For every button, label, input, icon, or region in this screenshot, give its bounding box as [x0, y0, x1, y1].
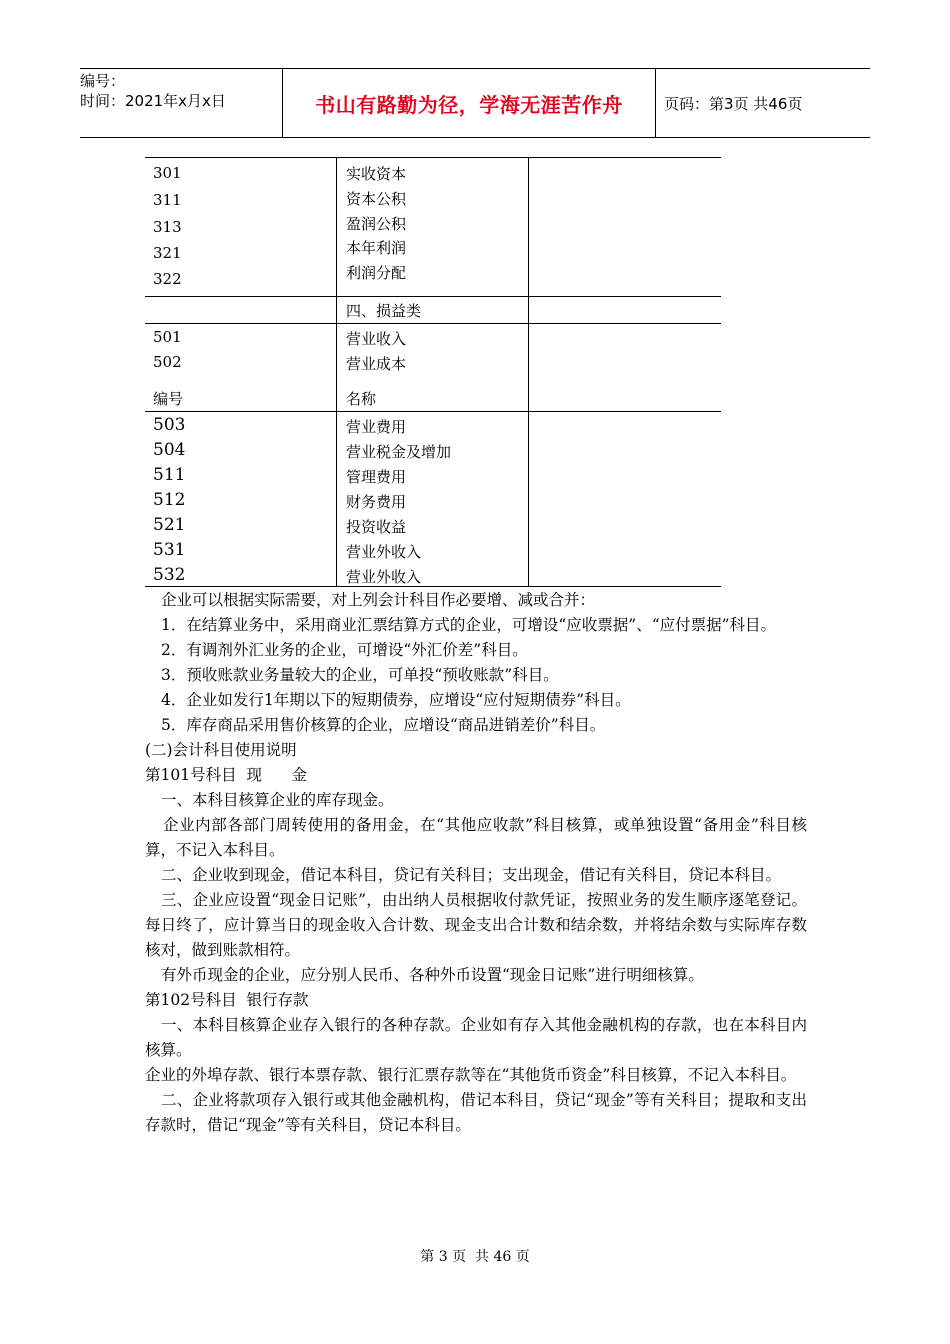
table-cell-code: 511: [153, 465, 186, 485]
column-header-name: 名称: [346, 390, 377, 408]
table-cell-name: 资本公积: [346, 190, 407, 208]
table-section-equity: [145, 158, 721, 296]
table-cell-name: 财务费用: [346, 493, 407, 511]
paragraph: 4．企业如发行1年期以下的短期债券，应增设“应付短期债券”科目。: [161, 691, 631, 709]
paragraph: 企业内部各部门周转使用的备用金，在“其他应收款”科目核算，或单独设置“备用金”科目核算，不记入本科目。: [145, 816, 807, 859]
header-page-info: [656, 69, 870, 137]
table-cell-code: 521: [153, 515, 186, 535]
table-cell-code: 313: [153, 218, 182, 236]
paragraph: 一、本科目核算企业的库存现金。: [161, 791, 394, 809]
paragraph: 5．库存商品采用售价核算的企业，应增设“商品进销差价”科目。: [161, 716, 606, 734]
motto: 书山有路勤为径，学海无涯苦作舟: [315, 92, 623, 117]
paragraph: 企业可以根据实际需要，对上列会计科目作必要增、减或合并：: [161, 591, 596, 609]
table-cell-code: 321: [153, 244, 182, 262]
section-heading: (二)会计科目使用说明: [145, 741, 297, 759]
paragraph: 3．预收账款业务量较大的企业，可单投“预收账款”科目。: [161, 666, 559, 684]
table-cell-name: 营业成本: [346, 355, 407, 373]
table-cell-code: 504: [153, 440, 186, 460]
page-footer: [0, 1246, 950, 1266]
paragraph: 二、企业收到现金，借记本科目，贷记有关科目；支出现金，借记有关科目，贷记本科目。: [161, 866, 782, 884]
number-label: 编号：: [80, 72, 126, 90]
table-cell-code: 512: [153, 490, 186, 510]
table-cell-code: 531: [153, 540, 186, 560]
table-cell-name: 利润分配: [346, 264, 407, 282]
column-header-code: 编号: [153, 390, 184, 408]
table-cell-code: 322: [153, 270, 182, 288]
page-info: 页码：第3页 共46页: [664, 94, 803, 113]
account-table: [145, 157, 721, 587]
table-cell-name: 营业外收入: [346, 543, 422, 561]
time-label: 时间：2021年x月x日: [80, 92, 226, 110]
table-cell-name: 管理费用: [346, 468, 407, 486]
table-cell-code: 501: [153, 328, 182, 346]
table-cell-name: 实收资本: [346, 165, 407, 183]
account-heading: 第101号科目 现 金: [145, 766, 308, 784]
header-motto-cell: [282, 69, 656, 137]
table-cell-name: 营业税金及增加: [346, 443, 452, 461]
table-cell-code: 532: [153, 565, 186, 585]
paragraph: 一、本科目核算企业存入银行的各种存款。企业如有存入其他金融机构的存款，也在本科目内核算。: [145, 1016, 807, 1059]
table-cell-code: 503: [153, 415, 186, 435]
table-cell-code: 502: [153, 353, 182, 371]
paragraph: 二、企业将款项存入银行或其他金融机构，借记本科目，贷记“现金”等有关科目；提取和支出存款时，借记“现金”等有关科目，贷记本科目。: [145, 1091, 807, 1134]
table-section-income: [145, 323, 721, 386]
table-cell-code: 311: [153, 191, 182, 209]
table-cell-name: 盈润公积: [346, 215, 407, 233]
table-cell-name: 投资收益: [346, 518, 407, 536]
account-heading: 第102号科目 银行存款: [145, 991, 309, 1009]
paragraph: 三、企业应设置“现金日记账”，由出纳人员根据收付款凭证，按照业务的发生顺序逐笔登记。每日终了，应计算当日的现金收入合计数、现金支出合计数和结余数，并将结余数与实际库存数核对，做到账款相符。: [145, 891, 807, 959]
table-cell-name: 营业外收入: [346, 568, 422, 586]
table-header-row: [145, 386, 721, 411]
table-cell-code: 301: [153, 164, 182, 182]
paragraph: 有外币现金的企业，应分别人民币、各种外币设置“现金日记账”进行明细核算。: [161, 966, 704, 984]
paragraph: 2．有调剂外汇业务的企业，可增设“外汇价差”科目。: [161, 641, 528, 659]
table-cell-name: 本年利润: [346, 239, 407, 257]
footer-page-number: 第 3 页 共 46 页: [420, 1249, 530, 1265]
table-section-expense: [145, 411, 721, 586]
table-cell-name: 营业费用: [346, 418, 407, 436]
table-category-row: [145, 296, 721, 323]
body-text: [145, 588, 807, 1138]
category-heading: 四、损益类: [346, 302, 422, 320]
paragraph: 企业的外埠存款、银行本票存款、银行汇票存款等在“其他货币资金”科目核算，不记入本科目。: [145, 1066, 797, 1084]
page-header: [80, 68, 870, 138]
table-cell-name: 营业收入: [346, 330, 407, 348]
paragraph: 1．在结算业务中，采用商业汇票结算方式的企业，可增设“应收票据”、“应付票据”科目。: [161, 616, 777, 634]
header-meta: [80, 69, 282, 139]
